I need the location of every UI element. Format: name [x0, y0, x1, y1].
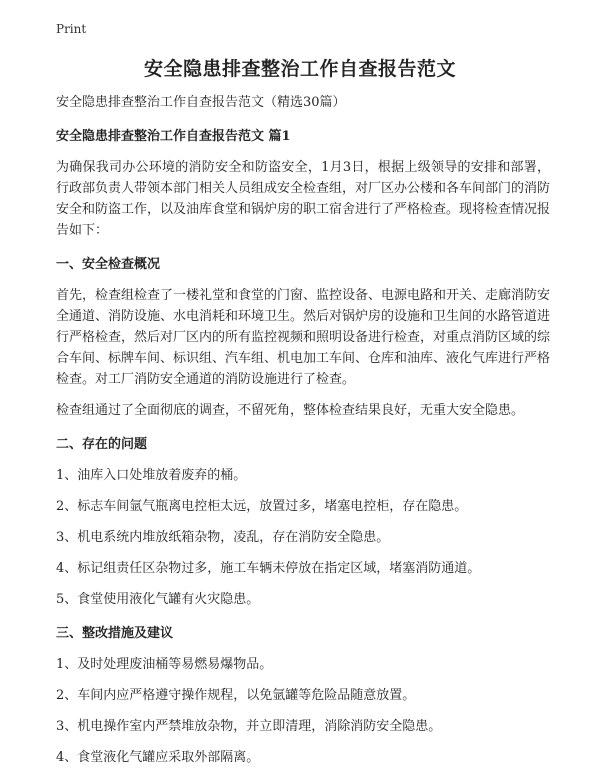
- measure-item: 1、及时处理废油桶等易燃易爆物品。: [56, 657, 273, 672]
- document-subtitle: 安全隐患排查整治工作自查报告范文（精选30篇）: [56, 95, 346, 110]
- problem-item: 1、油库入口处堆放着废弃的桶。: [56, 468, 247, 483]
- measure-item: 4、食堂液化气罐应采取外部隔离。: [56, 750, 260, 765]
- document-body: [56, 93, 550, 768]
- problem-item: 3、机电系统内堆放纸箱杂物，凌乱，存在消防安全隐患。: [56, 530, 390, 545]
- page-title: 安全隐患排查整治工作自查报告范文: [143, 58, 456, 80]
- measure-item: 2、车间内应严格遵守操作规程，以免氩罐等危险品随意放置。: [56, 688, 416, 703]
- problem-item: 5、食堂使用液化气罐有火灾隐患。: [56, 592, 260, 607]
- problem-item: 4、标记组责任区杂物过多，施工车辆未停放在指定区域，堵塞消防通道。: [56, 561, 481, 576]
- measure-item: 3、机电操作室内严禁堆放杂物，并立即清理，消除消防安全隐患。: [56, 719, 442, 734]
- section-heading-measures: 三、整改措施及建议: [56, 626, 174, 641]
- article-heading: 安全隐患排查整治工作自查报告范文 篇1: [56, 129, 291, 144]
- intro-paragraph: 为确保我司办公环境的消防安全和防盗安全，1月3日，根据上级领导的安排和部署，行政部负责人带领本部门相关人员组成安全检查组，对厂区办公楼和各车间部门的消防安全和防盗工作，以及油库食堂和锅炉房的职工宿舍进行了严格检查。现将检查情况报告如下：: [56, 160, 551, 238]
- overview-paragraph-1: 首先，检查组检查了一楼礼堂和食堂的门窗、监控设备、电源电路和开关、走廊消防安全通道、消防设施、水电消耗和环境卫生。然后对锅炉房的设施和卫生间的水路管道进行严格检查，然后对厂区内的所有监控视频和照明设备进行检查，对重点消防区域的综合车间、标牌车间、标识组、汽车组、机电加工车间、仓库和油库、液化气库进行严格检查。对工厂消防安全通道的消防设施进行了检查。: [56, 288, 551, 387]
- overview-paragraph-2: 检查组通过了全面彻底的调查，不留死角，整体检查结果良好，无重大安全隐患。: [56, 403, 525, 418]
- problem-item: 2、标志车间氩气瓶离电控柜太远，放置过多，堵塞电控柜，存在隐患。: [56, 499, 468, 514]
- print-label: Print: [56, 22, 87, 36]
- section-heading-overview: 一、安全检查概况: [56, 257, 161, 272]
- section-heading-problems: 二、存在的问题: [56, 437, 148, 452]
